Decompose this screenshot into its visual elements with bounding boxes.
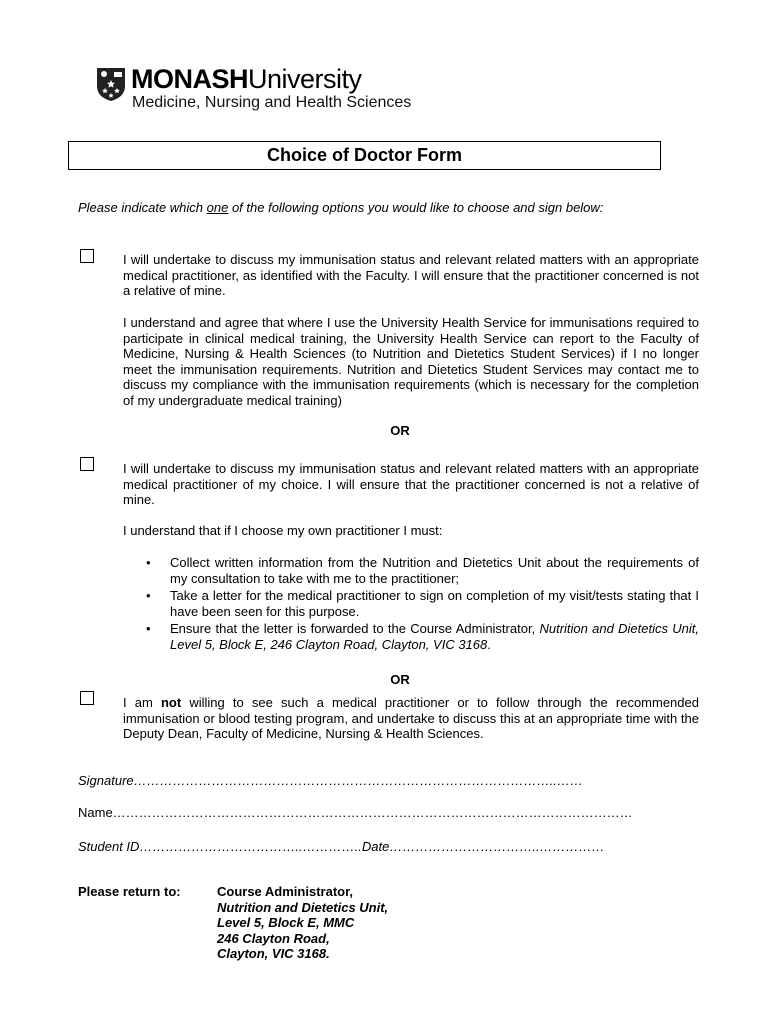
student-id-date-row xyxy=(78,839,605,854)
option1-statement: I will undertake to discuss my immunisation status and relevant related matters with an appropriate medical practitioner, as identified with the Faculty. I will ensure that the practitioner concerned is not a relative of mine. xyxy=(123,252,699,298)
option3-emphasis: not xyxy=(160,695,182,710)
form-title-box xyxy=(68,141,661,170)
intro-before: Please indicate which xyxy=(78,200,207,215)
option3-checkbox[interactable] xyxy=(80,691,94,705)
list-item xyxy=(146,621,699,652)
form-title: Choice of Doctor Form xyxy=(266,145,462,165)
list-item xyxy=(146,588,699,619)
option1-agreement: I understand and agree that where I use the University Health Service for immunisations required to participate in clinical medical training, the University Health Service can report to the Faculty of Medicine, Nursing & Health Sciences (to Nutrition and Dietetics Student Services) if I no longer meet the immunisation requirements. Nutrition and Dietetics Student Services may contact me to discuss my compliance with the immunisation requirements (which is necessary for the completion of my undergraduate medical training) xyxy=(123,315,699,408)
faculty-name: Medicine, Nursing and Health Sciences xyxy=(132,94,412,111)
option3-statement xyxy=(123,695,699,742)
option2-conditions-intro: I understand that if I choose my own practitioner I must: xyxy=(123,523,443,538)
option2-checkbox[interactable] xyxy=(80,457,94,471)
return-line-5: Clayton, VIC 3168. xyxy=(217,946,330,961)
option3-after: willing to see such a medical practitioner or to follow through the recommended immunisation or blood testing program, and undertake to discuss this at an appropriate time with the Deputy Dean, Faculty of Medicine, Nursing & Health Sciences. xyxy=(123,695,699,741)
return-line-3: Level 5, Block E, MMC xyxy=(217,915,355,930)
form-instructions xyxy=(78,200,603,215)
name-field[interactable]: Name………………………………………………………………………………………………………… xyxy=(78,805,633,820)
monash-crest-icon xyxy=(95,66,127,102)
date-field[interactable]: Date……………………………..…………… xyxy=(361,839,605,854)
intro-emphasis: one xyxy=(206,200,229,215)
or-separator-2: OR xyxy=(390,672,410,687)
list-item xyxy=(146,555,699,586)
condition-end: . xyxy=(487,636,491,652)
return-line-2: Nutrition and Dietetics Unit, xyxy=(217,899,389,915)
return-line-4: 246 Clayton Road, xyxy=(217,930,330,946)
return-label: Please return to: xyxy=(78,884,181,899)
bullet-icon: • xyxy=(146,621,151,636)
student-id-field[interactable]: Student ID………………………………..………….. xyxy=(78,839,362,854)
condition-text: Take a letter for the medical practitioner to sign on completion of my visit/tests stating that I have been seen for this purpose. xyxy=(170,588,699,619)
option3-before: I am xyxy=(123,695,161,710)
option2-statement: I will undertake to discuss my immunisation status and relevant related matters with an appropriate medical practitioner of my choice. I will ensure that the practitioner concerned is not a relative of mine. xyxy=(123,461,699,507)
option1-checkbox[interactable] xyxy=(80,249,94,263)
condition-text: Ensure that the letter is forwarded to the Course Administrator, xyxy=(170,621,540,636)
brand-monash: MONASH xyxy=(131,64,248,94)
brand-wordmark xyxy=(131,64,362,95)
option2-conditions-list xyxy=(146,555,699,654)
return-address xyxy=(217,884,388,962)
condition-address: Nutrition and Dietetics Unit, Level 5, Block E, 246 Clayton Road, Clayton, VIC 3168 xyxy=(170,621,699,652)
signature-field[interactable]: Signature……………………………………………………………………………………..…… xyxy=(78,773,583,788)
bullet-icon: • xyxy=(146,588,151,603)
return-line-1: Course Administrator, xyxy=(217,884,354,899)
condition-text: Collect written information from the Nutrition and Dietetics Unit about the requirements of my consultation to take with me to the practitioner; xyxy=(170,555,699,586)
intro-after: of the following options you would like to choose and sign below: xyxy=(228,200,604,215)
or-separator-1: OR xyxy=(390,423,410,438)
monash-logo xyxy=(95,64,425,114)
brand-university: University xyxy=(248,64,362,94)
bullet-icon: • xyxy=(146,555,151,570)
